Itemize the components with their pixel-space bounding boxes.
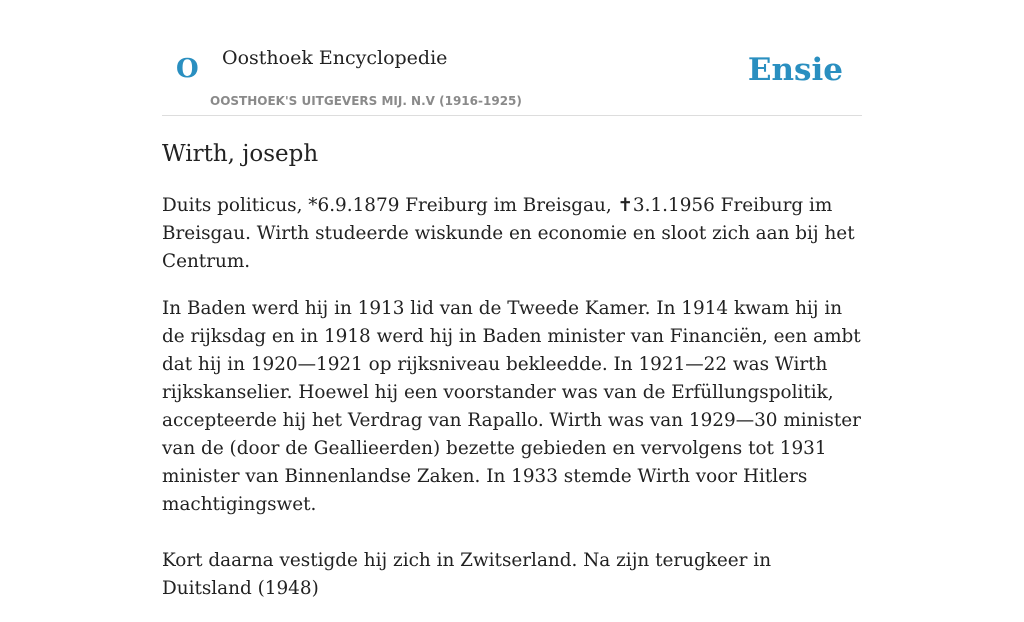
site-name[interactable]: Oosthoek Encyclopedie xyxy=(222,47,448,69)
site-header xyxy=(162,0,862,116)
site-logo-icon[interactable]: O xyxy=(176,54,199,84)
brand-link[interactable]: Ensie xyxy=(747,52,843,88)
article-body xyxy=(162,192,862,622)
article-paragraph: In Baden werd hij in 1913 lid van de Tweede Kamer. In 1914 kwam hij in de rijksdag en in 1918 werd hij in Baden minister van Financiën, een ambt dat hij in 1920—1921 op rijksniveau bekleedde. In 1921—22 was Wirth rijkskanselier. Hoewel hij een voorstander was van de Erfüllungspolitik, accepteerde hij het Verdrag van Rapallo. Wirth was van 1929—30 minister van de (door de Geallieerden) bezette gebieden en vervolgens tot 1931 minister van Binnenlandse Zaken. In 1933 stemde Wirth voor Hitlers machtigingswet. xyxy=(162,298,861,515)
article-paragraph: Duits politicus, *6.9.1879 Freiburg im Breisgau, ✝3.1.1956 Freiburg im Breisgau. Wirth studeerde wiskunde en economie en sloot zich aan bij het Centrum. xyxy=(162,195,855,272)
publisher-label: OOSTHOEK'S UITGEVERS MIJ. N.V (1916-1925) xyxy=(210,94,522,108)
article-title: Wirth, joseph xyxy=(162,141,319,167)
page xyxy=(162,0,862,599)
article-paragraph: Kort daarna vestigde hij zich in Zwitserland. Na zijn terugkeer in Duitsland (1948) xyxy=(162,550,772,599)
